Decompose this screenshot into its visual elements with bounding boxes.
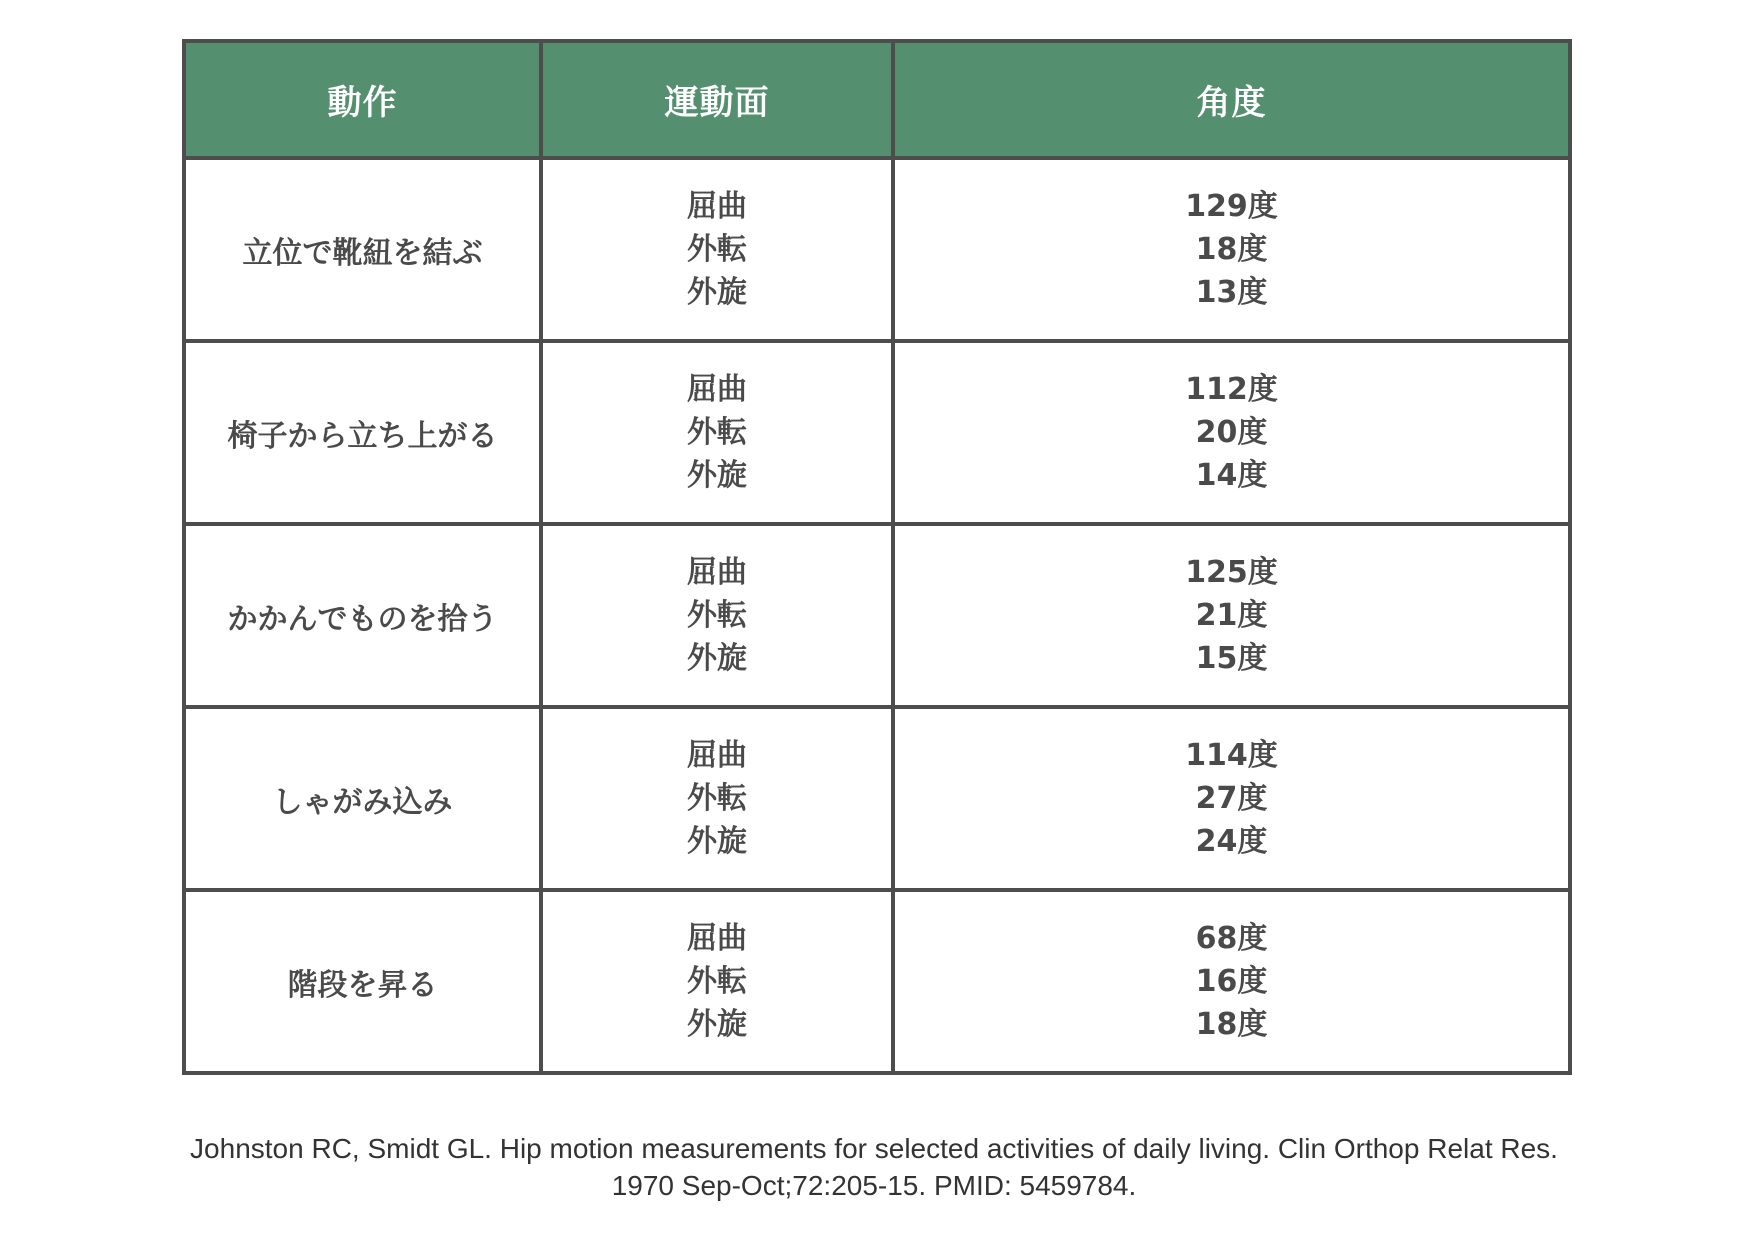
table-row [184, 707, 1570, 890]
plane-value: 外転 [687, 964, 747, 999]
plane-value: 屈曲 [687, 738, 747, 773]
plane-cell [541, 158, 893, 341]
plane-cell [541, 524, 893, 707]
table-row [184, 890, 1570, 1073]
plane-value: 外旋 [687, 1007, 747, 1042]
angle-cell [893, 524, 1570, 707]
angle-value: 14度 [1195, 458, 1268, 493]
plane-value: 外旋 [687, 641, 747, 676]
angle-value: 18度 [1195, 1007, 1268, 1042]
angle-value: 27度 [1195, 781, 1268, 816]
activity-cell: しゃがみ込み [184, 707, 541, 890]
angle-cell [893, 158, 1570, 341]
plane-cell [541, 341, 893, 524]
activity-cell: 立位で靴紐を結ぶ [184, 158, 541, 341]
angle-value: 114度 [1185, 738, 1278, 773]
table-row [184, 341, 1570, 524]
header-activity: 動作 [184, 41, 541, 158]
angle-cell [893, 341, 1570, 524]
angle-value: 125度 [1185, 555, 1278, 590]
header-plane: 運動面 [541, 41, 893, 158]
header-angle: 角度 [893, 41, 1570, 158]
plane-value: 屈曲 [687, 189, 747, 224]
plane-value: 外転 [687, 781, 747, 816]
activity-cell: 椅子から立ち上がる [184, 341, 541, 524]
angle-value: 18度 [1195, 232, 1268, 267]
citation-line-1: Johnston RC, Smidt GL. Hip motion measurements for selected activities of daily living. Clin Orthop Relat Res. [190, 1133, 1558, 1164]
plane-value: 外旋 [687, 275, 747, 310]
plane-value: 屈曲 [687, 555, 747, 590]
angle-value: 24度 [1195, 824, 1268, 859]
table-row [184, 524, 1570, 707]
angle-cell [893, 890, 1570, 1073]
angle-value: 20度 [1195, 415, 1268, 450]
plane-cell [541, 890, 893, 1073]
activity-cell: 階段を昇る [184, 890, 541, 1073]
plane-value: 外転 [687, 598, 747, 633]
angle-value: 68度 [1195, 921, 1268, 956]
citation [100, 1130, 1648, 1204]
plane-value: 外旋 [687, 824, 747, 859]
citation-line-2: 1970 Sep-Oct;72:205-15. PMID: 5459784. [611, 1170, 1137, 1201]
plane-value: 外転 [687, 415, 747, 450]
angle-cell [893, 707, 1570, 890]
angle-value: 21度 [1195, 598, 1268, 633]
plane-value: 外旋 [687, 458, 747, 493]
angle-value: 13度 [1195, 275, 1268, 310]
plane-value: 外転 [687, 232, 747, 267]
plane-value: 屈曲 [687, 921, 747, 956]
angle-value: 112度 [1185, 372, 1278, 407]
plane-cell [541, 707, 893, 890]
hip-motion-table [182, 39, 1572, 1075]
angle-value: 129度 [1185, 189, 1278, 224]
table-header-row [184, 41, 1570, 158]
angle-value: 15度 [1195, 641, 1268, 676]
plane-value: 屈曲 [687, 372, 747, 407]
hip-motion-table-container [182, 39, 1572, 1075]
activity-cell: かかんでものを拾う [184, 524, 541, 707]
angle-value: 16度 [1195, 964, 1268, 999]
table-row [184, 158, 1570, 341]
